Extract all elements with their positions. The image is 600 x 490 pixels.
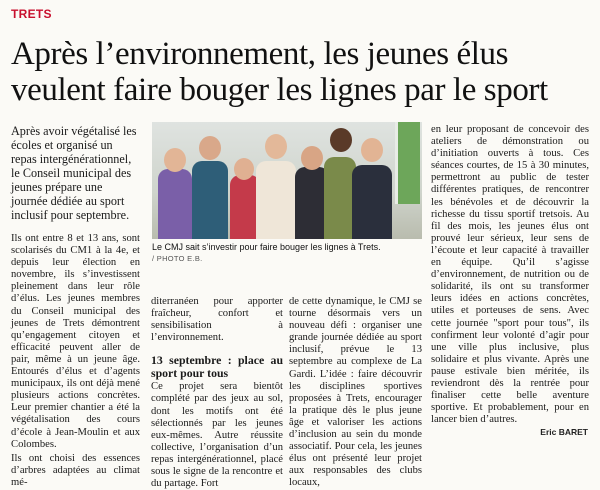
figure bbox=[265, 134, 287, 159]
headline-line-1: Après l’environnement, les jeunes élus bbox=[11, 36, 509, 72]
section-kicker: TRETS bbox=[11, 7, 52, 21]
photo-credit: / PHOTO E.B. bbox=[152, 254, 203, 263]
window-image bbox=[395, 122, 420, 204]
paragraph: Ils ont entre 8 et 13 ans, sont scolarisés du CM1 à la 4e, et depuis leur élection en novembre, ils s’investissent pleinement dans leur rôle d’élus. Les jeunes membres du Conseil municipal des jeunes de Trets démontrent qu’engagement citoyen et efficacité peuvent aller de pair, même à un jeune âge. Entourés d’élus et d’agents municipaux, ils ont déjà mené plusieurs actions concrètes. Leur premier chantier a été la végétalisation des cours d’école à Jean-Moulin et aux Colombes. bbox=[11, 233, 140, 450]
paragraph: Ils ont choisi des essences d’arbres adaptées au climat mé- bbox=[11, 452, 140, 488]
lead-paragraph: Après avoir végétalisé les écoles et organisé un repas intergénérationnel, le Conseil municipal des jeunes prépare une journée dédiée au sport inclusif pour septembre. bbox=[11, 124, 137, 222]
figure bbox=[330, 128, 352, 152]
column-3 bbox=[289, 296, 422, 490]
figure bbox=[199, 136, 221, 160]
subheading: 13 septembre : place au sport pour tous bbox=[151, 353, 283, 380]
figure bbox=[164, 148, 186, 172]
figure bbox=[352, 165, 392, 239]
column-2 bbox=[151, 296, 283, 490]
photo-caption: Le CMJ sait s’investir pour faire bouger les lignes à Trets. bbox=[152, 242, 381, 252]
paragraph: de cette dynamique, le CMJ se tourne désormais vers un nouveau défi : organiser une grande journée dédiée au sport inclusif, prévue le 13 septembre au complexe de La Gardi. L’idée : faire découvrir les disciplines sportives proposées à Trets, encourager la pratique dès le plus jeune âge et valoriser les actions d’inclusion au sein du monde associatif. Pour cela, les jeunes élus ont présenté leur projet aux responsables des clubs locaux, bbox=[289, 296, 422, 489]
figure bbox=[192, 161, 228, 239]
figure bbox=[361, 138, 383, 162]
author-signature: Eric BARET bbox=[540, 427, 588, 437]
article-photo bbox=[152, 122, 422, 239]
column-4 bbox=[431, 124, 589, 426]
column-1 bbox=[11, 233, 140, 489]
figure bbox=[234, 158, 254, 180]
headline bbox=[11, 36, 596, 108]
paragraph: diterranéen pour apporter fraîcheur, confort et sensibilisation à l’environnement. bbox=[151, 296, 283, 344]
figure bbox=[158, 169, 192, 239]
figure bbox=[301, 146, 323, 170]
paragraph: en leur proposant de concevoir des ateliers de démonstration ou d’initiation ouverts à tous. Ces séances courtes, de 15 à 30 minutes, permettront au public de tester différentes pratiques, de rencontrer les bénévoles et de découvrir la richesse du tissu sportif tretsois. Au fil des mois, les jeunes élus ont prouvé leur sérieux, leur sens de l’écoute et leur capacité à travailler en équipe. Qu’il s’agisse d’environnement, de nutrition ou de solidarité, ils ont su transformer leurs idées en actions concrètes, utiles et porteuses de sens. Avec cette journée "sport pour tous", ils confirment leur volonté d’agir pour une ville plus inclusive, plus solidaire et plus vivante. Après une pause estivale bien méritée, ils reviendront dès la rentrée pour finaliser cette belle aventure sportive. Et probablement, pour en lancer bien d’autres. bbox=[431, 124, 589, 426]
figure bbox=[256, 161, 296, 239]
headline-line-2: veulent faire bouger les lignes par le sport bbox=[11, 72, 548, 108]
paragraph: Ce projet sera bientôt complété par des jeux au sol, dont les motifs ont été sélectionnés par les jeunes eux-mêmes. Autre réussite collective, l’organisation d’un repas intergénérationnel, placé sous le signe de la rencontre et du partage. Fort bbox=[151, 381, 283, 490]
